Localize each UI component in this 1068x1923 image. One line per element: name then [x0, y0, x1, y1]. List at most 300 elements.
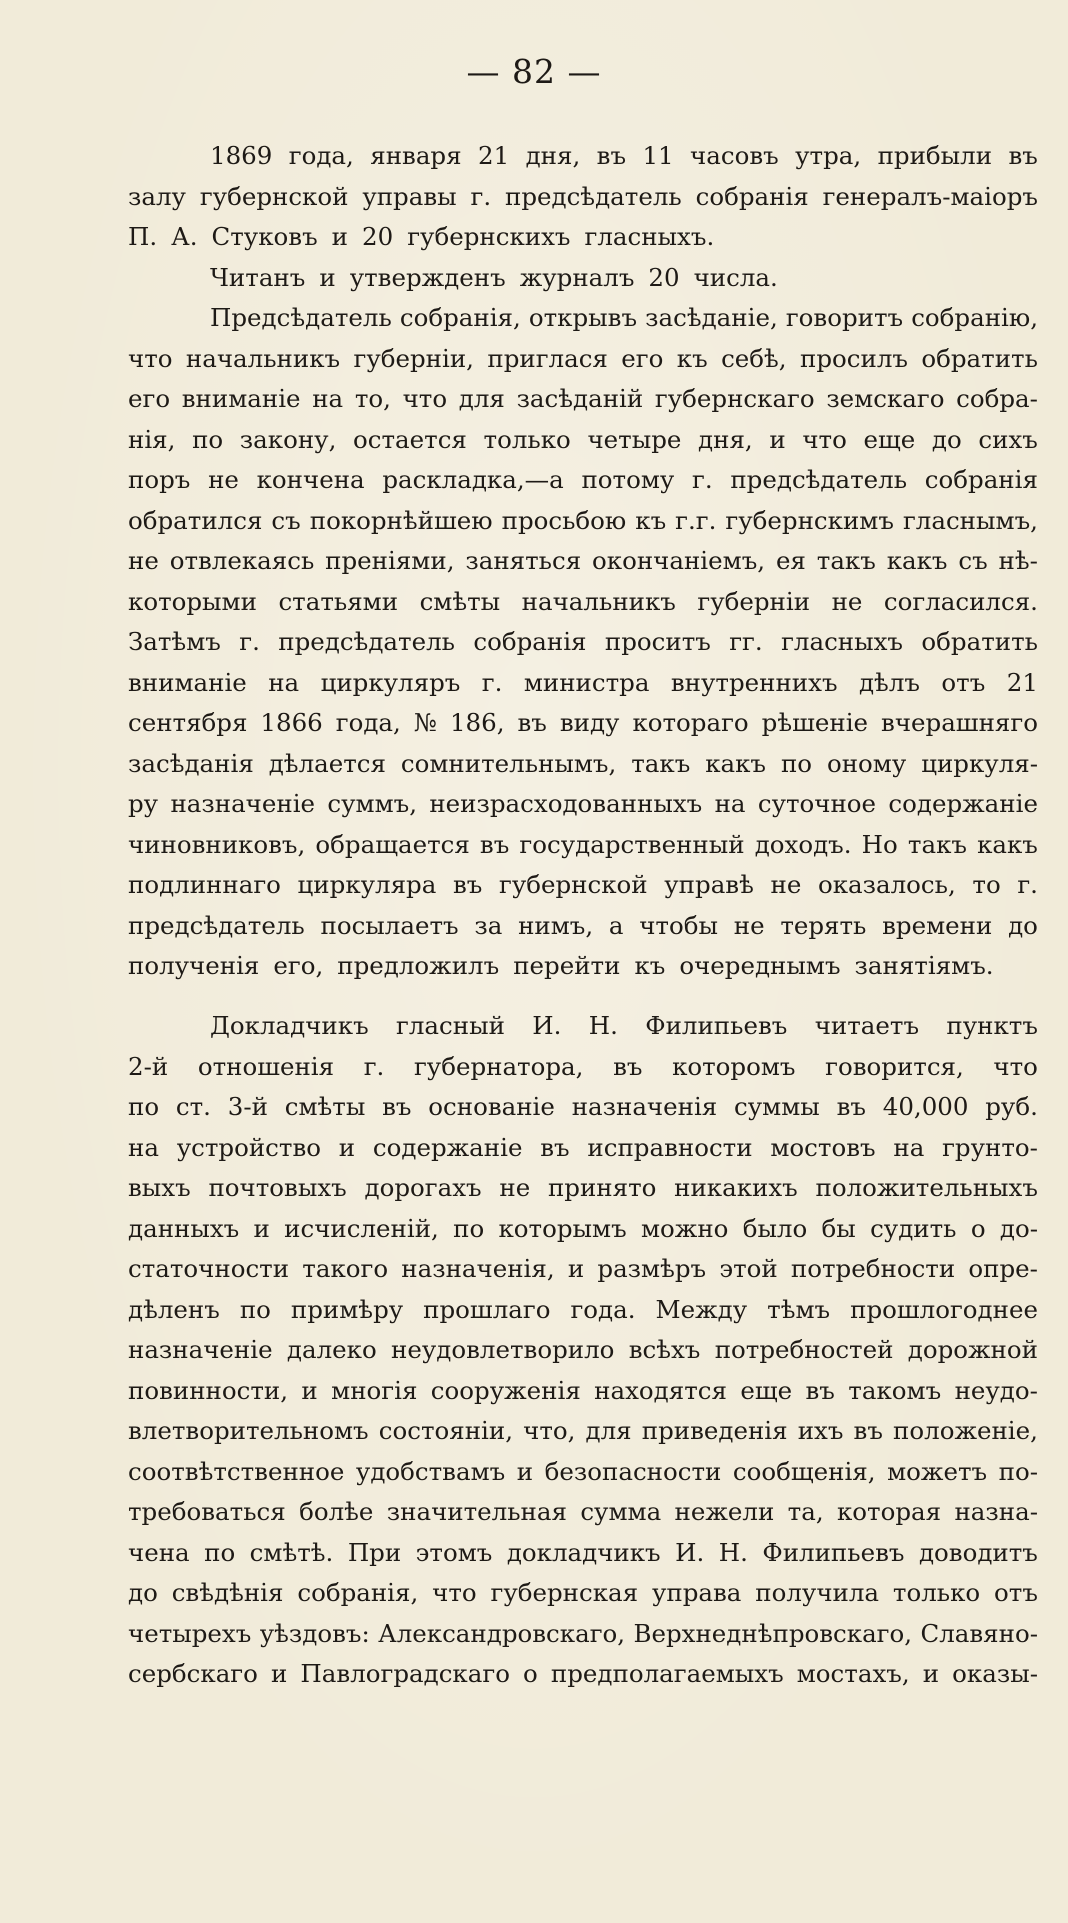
word: прошлаго	[423, 1294, 551, 1324]
word: часовъ	[690, 141, 779, 170]
word: губернатора,	[413, 1051, 584, 1081]
word: примѣру	[290, 1294, 404, 1324]
word: положеніе,	[893, 1416, 1038, 1445]
word: предсѣдатель	[128, 910, 305, 940]
word: только	[892, 1578, 981, 1607]
word: обратить	[921, 343, 1038, 373]
word: и	[567, 1254, 585, 1283]
word: мостахъ,	[796, 1659, 910, 1688]
word: то,	[354, 384, 391, 413]
word: что,	[523, 1416, 576, 1445]
text-line	[128, 865, 1038, 906]
word: 20	[648, 262, 680, 292]
word: гласнымъ,	[902, 505, 1038, 535]
word: обратить	[921, 627, 1038, 656]
word: года,	[288, 141, 354, 170]
text-line	[128, 906, 1038, 947]
word: Славяно-	[920, 1618, 1038, 1648]
word: оному	[826, 748, 907, 778]
word: на	[893, 1132, 925, 1162]
word: назна-	[954, 1497, 1038, 1526]
word: потому	[581, 465, 675, 494]
word: по	[780, 748, 813, 778]
word: до-	[999, 1213, 1038, 1243]
word: и	[922, 1659, 940, 1688]
word: чтобы	[639, 910, 718, 940]
word: отъ	[994, 1578, 1038, 1607]
word: 21	[1006, 667, 1038, 697]
word: дѣлъ	[858, 667, 920, 697]
word: въ	[452, 870, 483, 899]
word: въ	[805, 1375, 835, 1405]
word: суммъ,	[327, 789, 418, 818]
word: этомъ	[415, 1537, 493, 1567]
word: гг.	[729, 627, 763, 656]
word: ру	[128, 789, 159, 818]
word: раскладка,—а	[382, 465, 564, 494]
word: дня,	[525, 141, 581, 170]
word: на	[268, 667, 300, 697]
word: приглася	[487, 343, 608, 373]
word: г.г.	[675, 505, 717, 535]
paragraph-block-2	[128, 1006, 1038, 1695]
word: потребности	[790, 1254, 956, 1283]
word: говорится,	[825, 1051, 964, 1081]
word: а	[608, 910, 624, 940]
word: дня,	[698, 424, 753, 454]
word: размѣръ	[597, 1254, 707, 1283]
word: Но	[861, 829, 898, 859]
word: этой	[719, 1254, 778, 1283]
word: посылаетъ	[320, 910, 459, 940]
word: ея	[775, 546, 806, 575]
word: губернскимъ	[725, 505, 894, 535]
word: по	[239, 1294, 271, 1324]
word: четыре	[587, 424, 682, 454]
word: выхъ	[128, 1173, 191, 1202]
word: съ	[958, 546, 988, 575]
word: предсѣдатель	[278, 627, 455, 656]
word: для	[585, 1416, 632, 1445]
text-line	[128, 339, 1038, 380]
word: 40,000	[882, 1092, 969, 1121]
word: утра,	[795, 141, 862, 170]
word: такъ	[631, 748, 691, 778]
word: къ	[634, 951, 666, 980]
word: дорожной	[907, 1335, 1038, 1364]
text-line	[128, 1371, 1038, 1412]
word: 186,	[449, 708, 505, 737]
word: сумма	[580, 1497, 662, 1526]
word: управа	[651, 1578, 742, 1607]
word: оказалось,	[817, 870, 956, 899]
text-line	[128, 703, 1038, 744]
text-line	[128, 136, 1038, 177]
word: съ	[271, 505, 301, 535]
word: циркуляра	[297, 870, 437, 899]
text-line	[128, 420, 1038, 461]
word: и	[331, 222, 349, 251]
word: нія,	[128, 424, 176, 454]
word: прибыли	[877, 141, 993, 170]
word: губерніи,	[353, 343, 474, 373]
word: собранія	[924, 465, 1038, 494]
word: обращается	[315, 829, 470, 859]
word: Филипьевъ	[762, 1537, 905, 1567]
word: не	[733, 910, 765, 940]
word: Павлоградскаго	[300, 1659, 510, 1688]
word: его,	[273, 951, 324, 980]
word: въ	[1008, 141, 1038, 170]
word: залу	[128, 181, 186, 211]
word: и	[301, 1375, 318, 1405]
word: принято	[547, 1173, 657, 1202]
word: въ	[479, 829, 510, 859]
word: рѣшеніе	[761, 708, 869, 737]
word: г.	[692, 465, 713, 494]
text-line	[128, 825, 1038, 866]
word: предсѣдатель	[504, 181, 682, 211]
word: о	[523, 1659, 538, 1688]
word: занятіямъ.	[854, 951, 994, 980]
word: Стуковъ	[211, 222, 318, 251]
word: судить	[870, 1213, 957, 1243]
word: просьбою	[501, 505, 627, 535]
word: та,	[787, 1497, 824, 1526]
word: не	[770, 870, 802, 899]
word: суммы	[734, 1092, 820, 1121]
word: никакихъ	[674, 1173, 798, 1202]
word: 20	[362, 222, 394, 251]
word: предполагаемыхъ	[550, 1659, 784, 1688]
word: государственный	[519, 829, 745, 859]
word: Александровскаго,	[378, 1618, 626, 1648]
text-line	[128, 622, 1038, 663]
word: положительныхъ	[815, 1173, 1038, 1202]
word: къ	[635, 505, 667, 535]
word: дорогахъ	[364, 1173, 482, 1202]
word: которыми	[128, 586, 257, 616]
word: собранія,	[297, 1578, 419, 1607]
text-line	[128, 1047, 1038, 1088]
word: неизрасходованныхъ	[429, 789, 703, 818]
word: по	[192, 424, 224, 454]
word: И.	[532, 1011, 562, 1040]
word: смѣтѣ.	[249, 1537, 334, 1567]
word: грунто-	[942, 1132, 1038, 1162]
word: статочности	[128, 1254, 290, 1283]
word: смѣты	[284, 1092, 366, 1121]
word: 1869	[210, 141, 273, 170]
word: сомнительнымъ,	[400, 748, 617, 778]
word: отъ	[941, 667, 986, 697]
word: еще	[863, 424, 916, 454]
text-line	[128, 784, 1038, 825]
word: что	[402, 384, 448, 413]
text-line	[128, 582, 1038, 623]
word: сербскаго	[128, 1659, 258, 1688]
word: числа.	[693, 262, 778, 292]
text-line	[128, 1654, 1038, 1695]
word: губернской	[199, 181, 349, 211]
word: ихъ	[797, 1416, 844, 1445]
word: четырехъ	[128, 1618, 252, 1648]
word: соотвѣтственное	[128, 1456, 345, 1486]
word: то	[972, 870, 1001, 899]
word: такъ	[816, 546, 876, 575]
word: г.	[1017, 870, 1038, 899]
text-line	[128, 1290, 1038, 1331]
word: въ	[517, 708, 547, 737]
word: руб.	[985, 1092, 1038, 1121]
word: дѣлается	[268, 748, 386, 778]
word: приведенія	[641, 1416, 788, 1445]
word: о	[970, 1213, 986, 1243]
word: требоваться	[128, 1497, 286, 1526]
word: статьями	[278, 586, 399, 616]
word: виду	[559, 708, 620, 737]
text-line	[128, 1452, 1038, 1493]
word: оказы-	[952, 1659, 1038, 1688]
word: въ	[613, 1051, 643, 1081]
word: повинности,	[128, 1375, 289, 1405]
text-line	[128, 1168, 1038, 1209]
word: и	[338, 1132, 356, 1162]
text-line	[128, 663, 1038, 704]
word: которомъ	[672, 1051, 796, 1081]
word: нѣ-	[998, 546, 1038, 575]
word: данныхъ	[128, 1213, 240, 1243]
word: отвлекаясь	[169, 546, 315, 575]
text-line	[128, 1614, 1038, 1655]
word: содержаніе	[888, 789, 1038, 818]
text-line	[128, 541, 1038, 582]
word: При	[347, 1537, 402, 1567]
word: получила	[755, 1578, 880, 1607]
word: состояніи,	[378, 1416, 514, 1445]
word: И.	[675, 1537, 705, 1567]
word: министра	[523, 667, 650, 697]
word: что	[128, 343, 173, 373]
word: кончена	[256, 465, 365, 494]
word: очереднымъ	[679, 951, 841, 980]
word: можетъ	[887, 1456, 988, 1486]
word: по	[128, 1092, 160, 1121]
word: назначенія	[571, 1092, 718, 1121]
word: просилъ	[800, 343, 908, 373]
word: мостовъ	[770, 1132, 876, 1162]
word: читаетъ	[814, 1011, 920, 1040]
word: по	[453, 1213, 485, 1243]
word: внутреннихъ	[670, 667, 838, 697]
word: неудо-	[954, 1375, 1038, 1405]
word: по	[204, 1537, 236, 1567]
word: 11	[642, 141, 674, 170]
word: перейти	[513, 951, 621, 980]
word: на	[714, 789, 746, 818]
word: Между	[655, 1294, 748, 1324]
word: содержаніе	[372, 1132, 523, 1162]
word: не	[831, 586, 863, 616]
word: губерніи	[697, 586, 811, 616]
word: проситъ	[604, 627, 711, 656]
word: губернской	[499, 870, 648, 899]
word: и	[319, 262, 336, 292]
word: которымъ	[498, 1213, 627, 1243]
word: П.	[128, 222, 158, 251]
word: исправности	[587, 1132, 753, 1162]
word: болѣе	[299, 1497, 374, 1526]
word: назначеніе	[128, 1335, 273, 1364]
word: управы	[362, 181, 457, 211]
word: г.	[239, 627, 260, 656]
word: г.	[470, 181, 492, 211]
word: и	[769, 424, 786, 454]
word: его	[128, 384, 171, 413]
word: Филипьевъ	[645, 1011, 788, 1040]
word: сихъ	[978, 424, 1038, 454]
word: котораго	[632, 708, 749, 737]
word: обратился	[128, 505, 263, 535]
word: дѣленъ	[128, 1294, 220, 1324]
text-line	[128, 501, 1038, 542]
word: можно	[640, 1213, 729, 1243]
word: нежели	[674, 1497, 775, 1526]
word: устройство	[176, 1132, 321, 1162]
word: до	[931, 424, 962, 454]
text-line	[128, 946, 1038, 987]
text-line	[128, 1087, 1038, 1128]
word: начальникъ	[521, 586, 676, 616]
word: назначеніе	[170, 789, 316, 818]
word: въ	[836, 1092, 866, 1121]
word: собранію,	[911, 303, 1038, 332]
text-line	[128, 1573, 1038, 1614]
word: №	[413, 708, 437, 737]
word: января	[370, 141, 462, 170]
word: удобствамъ	[355, 1456, 506, 1486]
word: въ	[382, 1092, 412, 1121]
word: преніями,	[325, 546, 455, 575]
word: многія	[331, 1375, 418, 1405]
word: поръ	[128, 465, 191, 494]
word: свѣдѣнія	[171, 1578, 284, 1607]
word: открывъ	[528, 303, 638, 332]
word: опре-	[968, 1254, 1038, 1283]
word: сообщенія,	[732, 1456, 876, 1486]
word: какъ	[886, 546, 948, 575]
word: по-	[998, 1456, 1038, 1486]
text-line	[128, 298, 1038, 339]
text-line	[128, 1492, 1038, 1533]
word: окончаніемъ,	[592, 546, 766, 575]
word: утвержденъ	[349, 262, 506, 292]
word: и	[253, 1213, 270, 1243]
text-line	[128, 1249, 1038, 1290]
word: что	[432, 1578, 477, 1607]
word: на	[128, 1132, 159, 1162]
word: неудовлетворило	[391, 1335, 615, 1364]
word: отношенія	[197, 1051, 335, 1081]
word: исчисленій,	[284, 1213, 439, 1243]
word: почтовыхъ	[208, 1173, 347, 1202]
text-line	[128, 379, 1038, 420]
word: такого	[302, 1254, 389, 1283]
word: 3-й	[227, 1092, 268, 1121]
word: сентября	[128, 708, 248, 737]
word: бы	[821, 1213, 856, 1243]
word: чена	[128, 1537, 190, 1567]
text-line	[128, 1209, 1038, 1250]
word: тѣмъ	[767, 1294, 831, 1324]
word: далеко	[286, 1335, 377, 1364]
word: такомъ	[848, 1375, 942, 1405]
word: Предсѣдатель	[210, 303, 392, 332]
word: вниманіе	[128, 667, 247, 697]
word: потребностей	[714, 1335, 894, 1364]
word: губернскаго	[654, 384, 815, 413]
word: себѣ,	[721, 343, 787, 373]
word: генералъ-маіоръ	[822, 181, 1038, 211]
word: чиновниковъ,	[128, 829, 306, 859]
word: говоритъ	[785, 303, 904, 332]
word: для	[458, 384, 505, 413]
word: засѣданіе,	[645, 303, 778, 332]
word: засѣданій	[516, 384, 644, 413]
word: года,	[335, 708, 401, 737]
word: на	[312, 384, 344, 413]
word: Верхнеднѣпровскаго,	[633, 1618, 913, 1648]
word: земскаго	[826, 384, 945, 413]
word: покорнѣйшею	[309, 505, 493, 535]
word: собранія	[473, 627, 587, 656]
word: 2-й	[128, 1051, 169, 1081]
word: какъ	[977, 829, 1038, 859]
word: Читанъ	[210, 262, 306, 292]
word: засѣданія	[128, 748, 254, 778]
word: доводитъ	[918, 1537, 1038, 1567]
word: гласныхъ	[781, 627, 904, 656]
word: 21	[477, 141, 510, 170]
word: полученія	[128, 951, 260, 980]
word: докладчикъ	[506, 1537, 661, 1567]
word: гласный	[396, 1011, 505, 1040]
word: до	[128, 1578, 158, 1607]
word: г.	[363, 1051, 385, 1081]
word: находятся	[594, 1375, 727, 1405]
word: не	[208, 465, 239, 494]
word: значительная	[386, 1497, 567, 1526]
word: уѣздовъ:	[259, 1618, 370, 1648]
word: не	[499, 1173, 531, 1202]
word: Н.	[588, 1011, 618, 1040]
text-line	[128, 1533, 1038, 1574]
word: всѣхъ	[628, 1335, 701, 1364]
word: назначенія,	[401, 1254, 555, 1283]
word: начальникъ	[185, 343, 341, 373]
word: заняться	[465, 546, 582, 575]
word: циркуля-	[921, 748, 1038, 778]
word: было	[742, 1213, 808, 1243]
word: закону,	[239, 424, 337, 454]
text-line	[128, 1411, 1038, 1452]
word: ст.	[175, 1092, 211, 1121]
word: суточное	[757, 789, 877, 818]
text-line	[128, 1330, 1038, 1371]
word: какъ	[705, 748, 767, 778]
word: къ	[676, 343, 708, 373]
text-line	[128, 744, 1038, 785]
